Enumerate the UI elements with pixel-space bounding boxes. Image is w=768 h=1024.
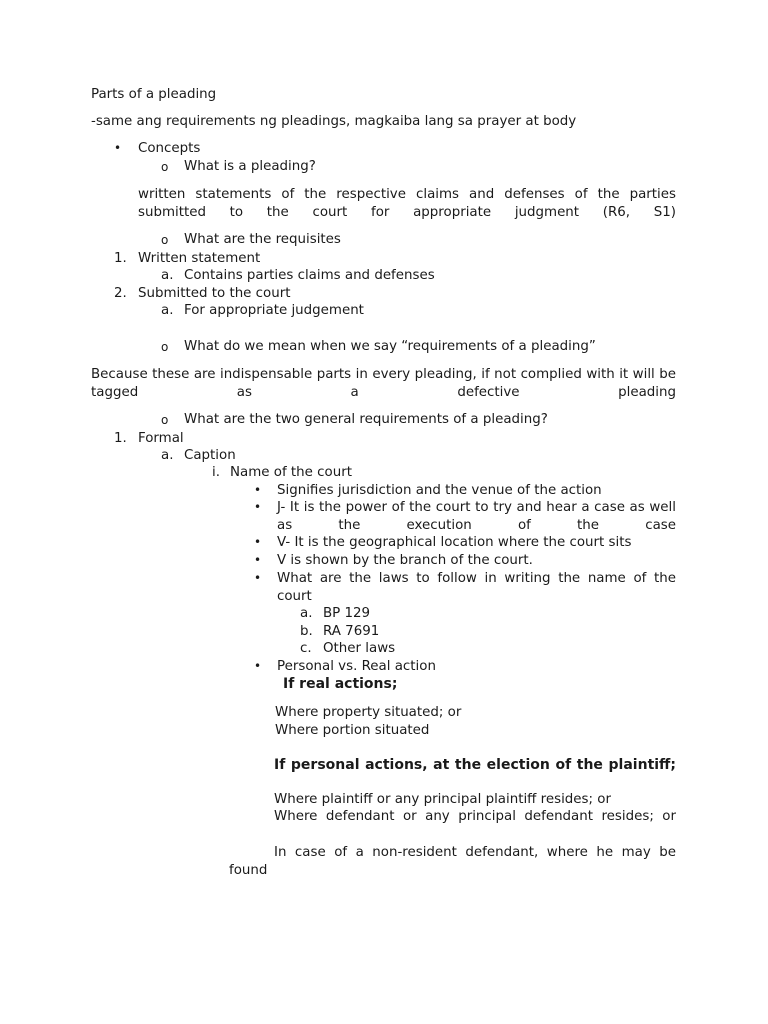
real-actions-heading: If real actions; xyxy=(283,676,398,692)
number-marker: 2. xyxy=(114,286,127,301)
bullet-personal-vs-real: Personal vs. Real action xyxy=(277,659,436,674)
circle-marker: o xyxy=(161,413,169,427)
concepts-item: Concepts xyxy=(138,141,201,156)
letter-marker: a. xyxy=(161,448,174,463)
personal-action-plaintiff: Where plaintiff or any principal plaintiff resides; or xyxy=(274,792,611,807)
number-marker: 1. xyxy=(114,251,127,266)
requisite-2: Submitted to the court xyxy=(138,286,291,301)
bullet-marker: • xyxy=(254,571,262,585)
bullet-venue-branch: V is shown by the branch of the court. xyxy=(277,553,533,568)
real-action-property: Where property situated; or xyxy=(275,705,462,720)
question-requisites: What are the requisites xyxy=(184,232,341,247)
law-bp129: BP 129 xyxy=(323,606,371,621)
circle-marker: o xyxy=(161,160,169,174)
bullet-marker: • xyxy=(254,553,262,567)
letter-marker: a. xyxy=(161,268,174,283)
roman-marker: i. xyxy=(212,465,220,480)
bullet-laws-question: What are the laws to follow in writing the name of the court xyxy=(277,571,676,604)
personal-action-defendant: Where defendant or any principal defendant resides; or xyxy=(274,809,676,824)
letter-marker: a. xyxy=(161,303,174,318)
number-marker: 1. xyxy=(114,431,127,446)
letter-marker: a. xyxy=(300,606,313,621)
question-two-requirements: What are the two general requirements of a pleading? xyxy=(184,412,548,427)
requisite-1a: Contains parties claims and defenses xyxy=(184,268,435,283)
requisite-2a: For appropriate judgement xyxy=(184,303,364,318)
question-what-is-pleading: What is a pleading? xyxy=(184,159,316,174)
personal-action-nonresident: In case of a non-resident defendant, where he may be found xyxy=(229,845,676,878)
letter-marker: c. xyxy=(300,641,312,656)
law-ra7691: RA 7691 xyxy=(323,624,380,639)
question-meaning: What do we mean when we say “requirements of a pleading” xyxy=(184,339,596,354)
name-of-court-item: Name of the court xyxy=(230,465,352,480)
bullet-venue-definition: V- It is the geographical location where the court sits xyxy=(277,535,632,550)
caption-item: Caption xyxy=(184,448,236,463)
bullet-jurisdiction-definition: J- It is the power of the court to try and hear a case as well as the execution of the case xyxy=(277,500,676,533)
bullet-marker: • xyxy=(254,535,262,549)
letter-marker: b. xyxy=(300,624,313,639)
circle-marker: o xyxy=(161,233,169,247)
circle-marker: o xyxy=(161,340,169,354)
real-action-portion: Where portion situated xyxy=(275,723,430,738)
bullet-jurisdiction-venue: Signifies jurisdiction and the venue of the action xyxy=(277,483,602,498)
bullet-marker: • xyxy=(254,500,262,514)
because-paragraph: Because these are indispensable parts in every pleading, if not complied with it will be tagged as a defective pleading xyxy=(91,367,676,400)
bullet-marker: • xyxy=(254,659,262,673)
page-title: Parts of a pleading xyxy=(91,87,217,102)
subtitle-note: -same ang requirements ng pleadings, magkaiba lang sa prayer at body xyxy=(91,114,577,129)
definition-paragraph: written statements of the respective claims and defenses of the parties submitted to the court for appropriate judgment (R6, S1) xyxy=(138,187,676,220)
law-other: Other laws xyxy=(323,641,396,656)
formal-item: Formal xyxy=(138,431,184,446)
bullet-marker: • xyxy=(114,141,122,155)
personal-actions-heading: If personal actions, at the election of the plaintiff; xyxy=(274,757,676,773)
bullet-marker: • xyxy=(254,483,262,497)
requisite-1: Written statement xyxy=(138,251,261,266)
